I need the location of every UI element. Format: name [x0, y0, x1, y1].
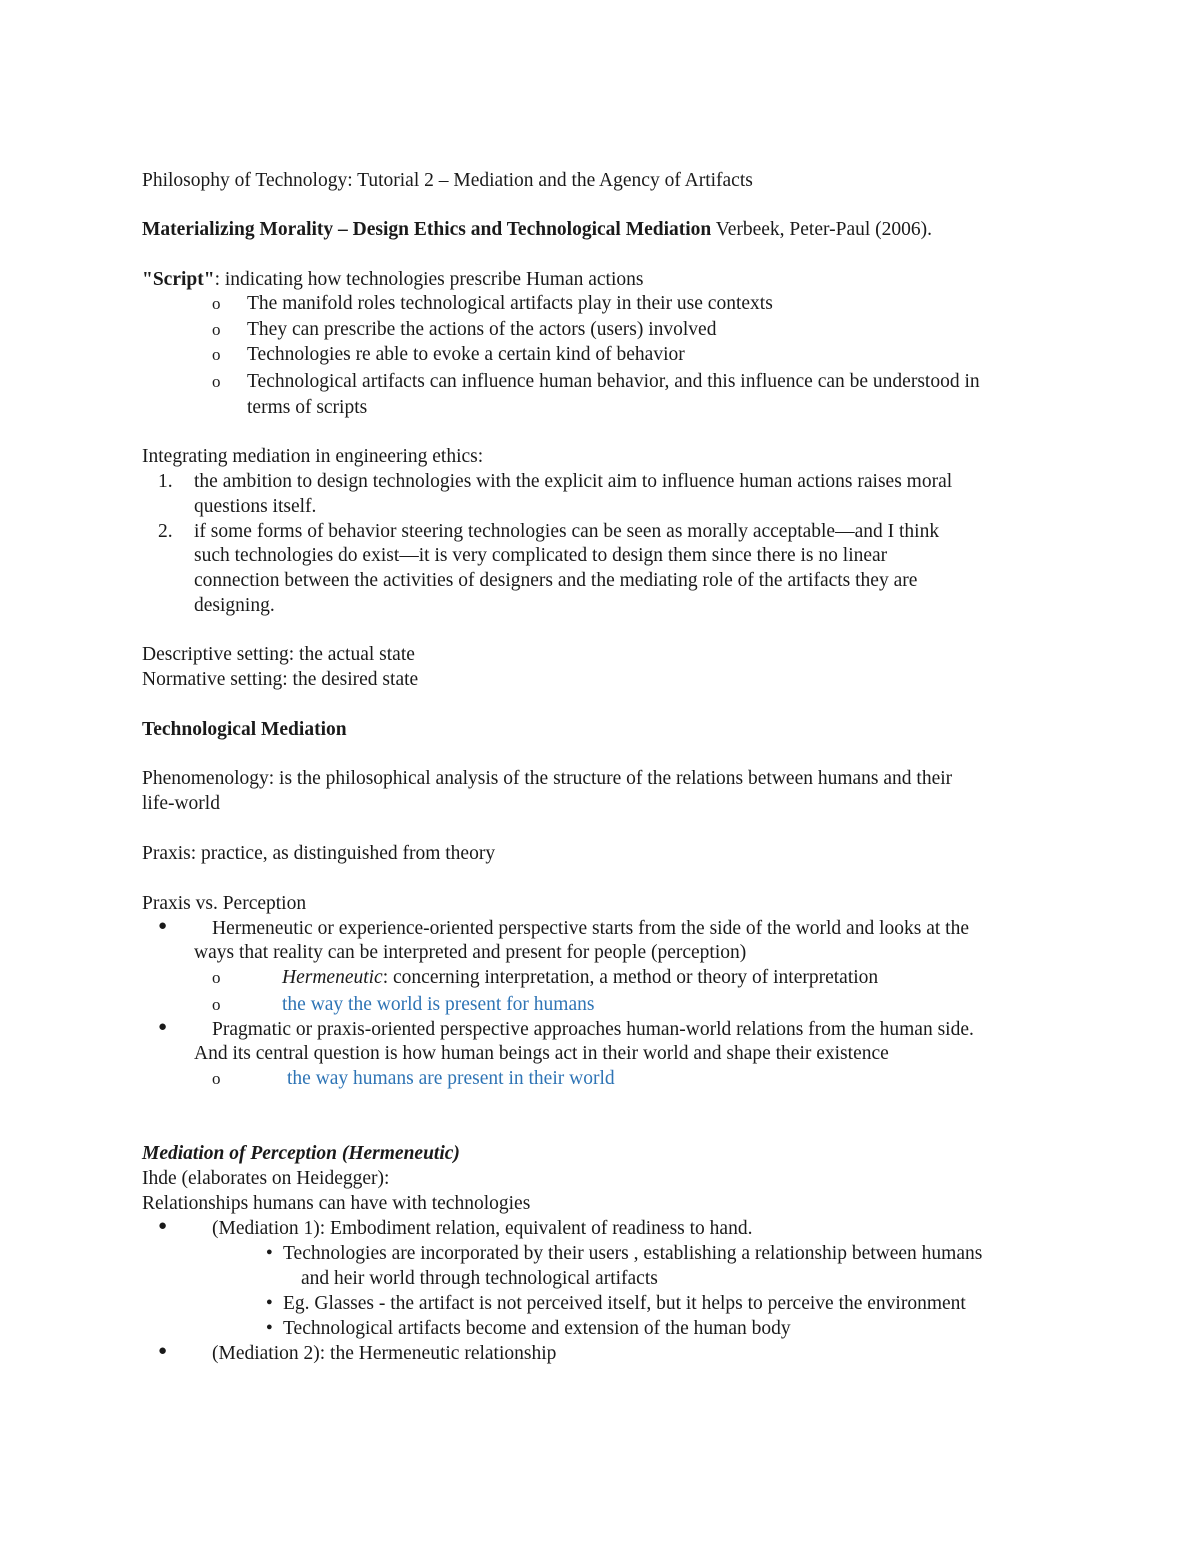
list-item-continuation: connection between the activities of designers and the mediating role of the artifacts they are	[194, 570, 918, 591]
list-item: (Mediation 2): the Hermeneutic relationship	[212, 1343, 557, 1364]
circle-bullet-icon: o	[212, 294, 221, 313]
descriptive-setting: Descriptive setting: the actual state	[142, 644, 415, 665]
reference-author: Verbeek, Peter-Paul (2006).	[711, 219, 933, 240]
relationships-text: Relationships humans can have with technologies	[142, 1193, 531, 1214]
praxis-vs-heading: Praxis vs. Perception	[142, 893, 307, 914]
list-item: the way the world is present for humans	[282, 994, 595, 1015]
list-item-continuation: ways that reality can be interpreted and present for people (perception)	[194, 942, 747, 963]
list-item: Pragmatic or praxis-oriented perspective approaches human-world relations from the human side.	[212, 1019, 974, 1040]
list-item: if some forms of behavior steering technologies can be seen as morally acceptable—and I think	[194, 521, 940, 542]
section-heading: Technological Mediation	[142, 719, 347, 740]
small-bullet-icon: ●	[266, 1246, 273, 1258]
list-item-continuation: and heir world through technological artifacts	[301, 1268, 658, 1289]
bullet-icon: ●	[158, 1218, 168, 1234]
phenomenology-text-continuation: life-world	[142, 793, 220, 814]
phenomenology-text: Phenomenology: is the philosophical analysis of the structure of the relations between humans and their	[142, 768, 953, 789]
reference-line	[142, 217, 932, 242]
list-item-continuation: questions itself.	[194, 496, 317, 517]
integrating-heading: Integrating mediation in engineering ethics:	[142, 446, 484, 467]
small-bullet-icon: ●	[266, 1296, 273, 1308]
list-item	[282, 965, 878, 990]
normative-setting: Normative setting: the desired state	[142, 669, 419, 690]
circle-bullet-icon: o	[212, 320, 221, 339]
list-item-continuation: such technologies do exist—it is very complicated to design them since there is no linear	[194, 545, 888, 566]
list-number: 2.	[158, 521, 173, 542]
circle-bullet-icon: o	[212, 1069, 221, 1088]
ihde-text: Ihde (elaborates on Heidegger):	[142, 1168, 390, 1189]
list-item: Eg. Glasses - the artifact is not perceived itself, but it helps to perceive the environment	[283, 1293, 966, 1314]
script-definition	[142, 267, 643, 292]
small-bullet-icon: ●	[266, 1321, 273, 1333]
list-item-continuation: designing.	[194, 595, 275, 616]
circle-bullet-icon: o	[212, 995, 221, 1014]
hermeneutic-def: : concerning interpretation, a method or theory of interpretation	[382, 967, 879, 988]
list-item: Technologies are incorporated by their users , establishing a relationship between humans	[283, 1243, 983, 1264]
list-item: the way humans are present in their world	[287, 1068, 615, 1089]
list-item: Hermeneutic or experience-oriented perspective starts from the side of the world and looks at the	[212, 918, 969, 939]
list-number: 1.	[158, 471, 173, 492]
bullet-icon: ●	[158, 1019, 168, 1035]
circle-bullet-icon: o	[212, 345, 221, 364]
circle-bullet-icon: o	[212, 372, 221, 391]
section-heading: Mediation of Perception (Hermeneutic)	[142, 1143, 460, 1164]
list-item: Technological artifacts can influence human behavior, and this influence can be understood in	[247, 371, 980, 392]
list-item: The manifold roles technological artifacts play in their use contexts	[247, 293, 773, 314]
circle-bullet-icon: o	[212, 968, 221, 987]
list-item: Technologies re able to evoke a certain kind of behavior	[247, 344, 685, 365]
list-item-continuation: terms of scripts	[247, 397, 368, 418]
list-item: Technological artifacts become and extension of the human body	[283, 1318, 791, 1339]
bullet-icon: ●	[158, 918, 168, 934]
script-def: : indicating how technologies prescribe Human actions	[214, 269, 644, 290]
list-item: (Mediation 1): Embodiment relation, equivalent of readiness to hand.	[212, 1218, 753, 1239]
list-item-continuation: And its central question is how human beings act in their world and shape their existence	[194, 1043, 889, 1064]
document-title: Philosophy of Technology: Tutorial 2 – Mediation and the Agency of Artifacts	[142, 170, 753, 191]
praxis-text: Praxis: practice, as distinguished from theory	[142, 843, 496, 864]
list-item: the ambition to design technologies with the explicit aim to influence human actions raises moral	[194, 471, 953, 492]
script-term: "Script"	[142, 269, 215, 290]
list-item: They can prescribe the actions of the actors (users) involved	[247, 319, 717, 340]
hermeneutic-term: Hermeneutic	[282, 967, 383, 988]
reference-title: Materializing Morality – Design Ethics and Technological Mediation	[142, 219, 712, 240]
bullet-icon: ●	[158, 1343, 168, 1359]
